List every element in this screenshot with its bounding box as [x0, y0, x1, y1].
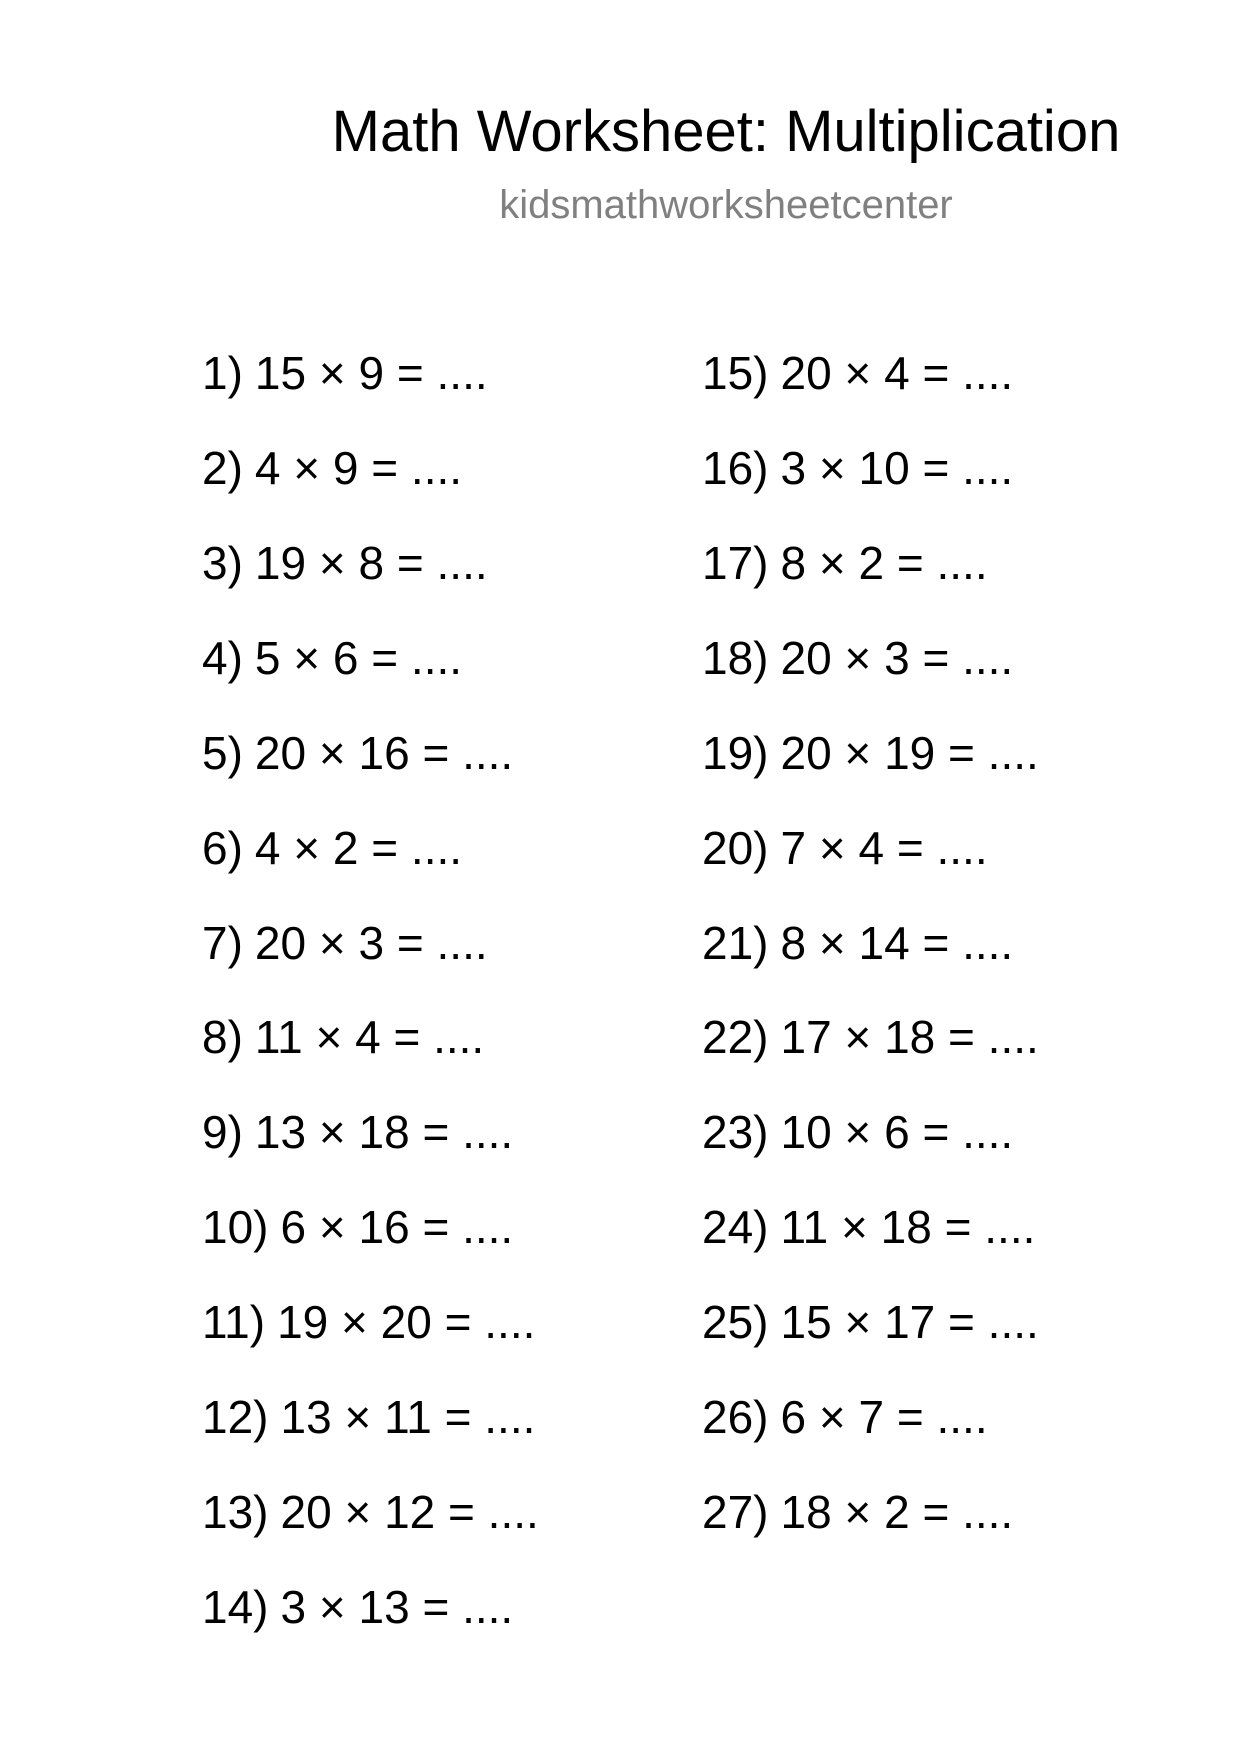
problem-number: 19): [702, 727, 769, 779]
problem-number: 23): [702, 1106, 769, 1158]
problem-number: 4): [202, 632, 243, 684]
problem-number: 27): [702, 1486, 769, 1538]
problem-number: 16): [702, 442, 769, 494]
answer-blank[interactable]: ....: [984, 1201, 1036, 1253]
problem-item: [202, 1201, 513, 1253]
problem-expression: 5 × 6 =: [254, 632, 399, 684]
problem-number: 18): [702, 632, 769, 684]
problem-item: [202, 1106, 513, 1158]
answer-blank[interactable]: ....: [962, 917, 1014, 969]
problem-number: 17): [702, 537, 769, 589]
answer-blank[interactable]: ....: [436, 347, 488, 399]
problem-expression: 3 × 10 =: [780, 442, 950, 494]
answer-blank[interactable]: ....: [936, 1391, 988, 1443]
answer-blank[interactable]: ....: [484, 1296, 536, 1348]
problem-expression: 20 × 3 =: [254, 917, 424, 969]
problem-item: [702, 1011, 1039, 1063]
problem-item: [202, 917, 488, 969]
problem-item: [702, 347, 1013, 399]
problem-expression: 8 × 2 =: [780, 537, 924, 589]
problem-expression: 11 × 18 =: [780, 1201, 972, 1253]
answer-blank[interactable]: ....: [436, 917, 488, 969]
answer-blank[interactable]: ....: [962, 632, 1014, 684]
problem-number: 12): [202, 1391, 269, 1443]
problem-expression: 18 × 2 =: [780, 1486, 950, 1538]
problem-item: [702, 727, 1039, 779]
answer-blank[interactable]: ....: [987, 1296, 1039, 1348]
problem-number: 2): [202, 442, 243, 494]
problem-item: [202, 442, 462, 494]
problem-item: [702, 537, 988, 589]
problem-item: [702, 917, 1013, 969]
problem-expression: 4 × 2 =: [254, 822, 399, 874]
answer-blank[interactable]: ....: [462, 1581, 514, 1633]
problem-number: 1): [202, 347, 243, 399]
answer-blank[interactable]: ....: [936, 537, 988, 589]
problem-number: 24): [702, 1201, 769, 1253]
problem-number: 15): [702, 347, 769, 399]
problem-item: [202, 1296, 535, 1348]
answer-blank[interactable]: ....: [487, 1486, 539, 1538]
problem-item: [702, 632, 1013, 684]
problem-expression: 6 × 7 =: [780, 1391, 924, 1443]
problem-expression: 20 × 12 =: [280, 1486, 475, 1538]
problem-expression: 11 × 4 =: [254, 1011, 421, 1063]
problem-expression: 17 × 18 =: [780, 1011, 975, 1063]
problem-item: [702, 1296, 1039, 1348]
answer-blank[interactable]: ....: [962, 1486, 1014, 1538]
problem-number: 9): [202, 1106, 243, 1158]
answer-blank[interactable]: ....: [987, 727, 1039, 779]
problem-expression: 20 × 3 =: [780, 632, 950, 684]
problem-number: 26): [702, 1391, 769, 1443]
answer-blank[interactable]: ....: [433, 1011, 485, 1063]
problem-expression: 15 × 9 =: [254, 347, 424, 399]
answer-blank[interactable]: ....: [962, 347, 1014, 399]
page-title: Math Worksheet: Multiplication: [331, 99, 1121, 164]
problem-number: 10): [202, 1201, 269, 1253]
problem-item: [702, 1486, 1013, 1538]
answer-blank[interactable]: ....: [962, 1106, 1014, 1158]
answer-blank[interactable]: ....: [436, 537, 488, 589]
problem-item: [202, 822, 462, 874]
answer-blank[interactable]: ....: [410, 632, 463, 684]
problem-number: 25): [702, 1296, 769, 1348]
problem-expression: 20 × 19 =: [780, 727, 975, 779]
problem-expression: 15 × 17 =: [780, 1296, 975, 1348]
answer-blank[interactable]: ....: [462, 1106, 514, 1158]
answer-blank[interactable]: ....: [962, 442, 1014, 494]
problem-number: 22): [702, 1011, 769, 1063]
problem-expression: 4 × 9 =: [254, 442, 399, 494]
problem-number: 20): [702, 822, 769, 874]
problem-expression: 20 × 4 =: [780, 347, 950, 399]
problem-expression: 10 × 6 =: [780, 1106, 950, 1158]
problem-item: [202, 632, 462, 684]
problem-item: [702, 1391, 988, 1443]
answer-blank[interactable]: ....: [462, 727, 514, 779]
problem-expression: 7 × 4 =: [780, 822, 924, 874]
problem-number: 6): [202, 822, 243, 874]
problem-item: [702, 1106, 1013, 1158]
answer-blank[interactable]: ....: [484, 1391, 536, 1443]
problem-expression: 3 × 13 =: [280, 1581, 450, 1633]
problem-number: 8): [202, 1011, 243, 1063]
answer-blank[interactable]: ....: [987, 1011, 1039, 1063]
answer-blank[interactable]: ....: [410, 822, 463, 874]
problem-expression: 19 × 20 =: [277, 1296, 472, 1348]
problem-number: 21): [702, 917, 769, 969]
problem-item: [202, 1391, 535, 1443]
problem-number: 14): [202, 1581, 269, 1633]
problem-number: 11): [202, 1296, 266, 1348]
problem-item: [202, 727, 513, 779]
problem-expression: 20 × 16 =: [254, 727, 450, 779]
problem-number: 13): [202, 1486, 269, 1538]
problem-expression: 8 × 14 =: [780, 917, 950, 969]
answer-blank[interactable]: ....: [462, 1201, 514, 1253]
problem-number: 7): [202, 917, 243, 969]
problem-expression: 13 × 18 =: [254, 1106, 450, 1158]
problem-number: 3): [202, 537, 243, 589]
problem-expression: 19 × 8 =: [254, 537, 424, 589]
problem-item: [202, 1011, 484, 1063]
page-subtitle: kidsmathworksheetcenter: [499, 183, 953, 227]
problem-item: [702, 442, 1013, 494]
answer-blank[interactable]: ....: [936, 822, 988, 874]
problem-item: [202, 537, 488, 589]
problem-item: [702, 1201, 1035, 1253]
problem-expression: 6 × 16 =: [280, 1201, 450, 1253]
problem-expression: 13 × 11 =: [280, 1391, 472, 1443]
problem-number: 5): [202, 727, 243, 779]
problem-item: [202, 347, 488, 399]
problem-item: [202, 1486, 539, 1538]
problem-item: [702, 822, 988, 874]
problem-item: [202, 1581, 513, 1633]
answer-blank[interactable]: ....: [410, 442, 463, 494]
